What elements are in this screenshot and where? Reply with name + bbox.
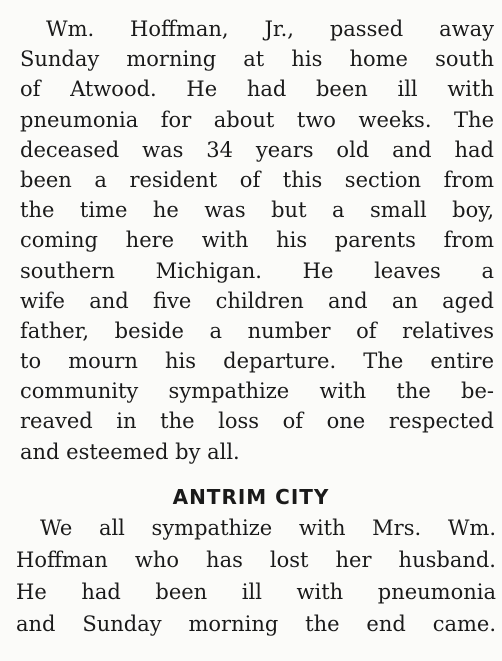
text-line: wife and five children and an aged [20,288,494,313]
text-line: community sympathize with the be- [20,379,494,404]
text-line: He had been ill with pneumonia [16,580,496,604]
text-line: We all sympathize with Mrs. Wm. [40,516,496,540]
text-line: southern Michigan. He leaves a [20,258,494,283]
text-line: Wm. Hoffman, Jr., passed away [46,17,494,41]
text-line: reaved in the loss of one respected [20,409,494,434]
text-line: and esteemed by all. [20,439,240,464]
text-line: pneumonia for about two weeks. The [20,107,494,132]
text-line: and Sunday morning the end came. [16,612,496,636]
antrim-city-paragraph [16,512,496,640]
section-heading: ANTRIM CITY [172,485,330,509]
text-line: to mourn his departure. The entire [20,349,494,374]
text-line: Sunday morning at his home south [20,47,494,72]
text-line: father, beside a number of relatives [20,318,494,343]
text-line: deceased was 34 years old and had [20,137,494,162]
obituary-paragraph [20,14,494,467]
text-line: been a resident of this section from [20,167,494,192]
text-line: of Atwood. He had been ill with [20,77,494,102]
text-line: Hoffman who has lost her husband. [16,548,496,572]
text-line: the time he was but a small boy, [20,198,494,223]
text-line: coming here with his parents from [20,228,494,253]
